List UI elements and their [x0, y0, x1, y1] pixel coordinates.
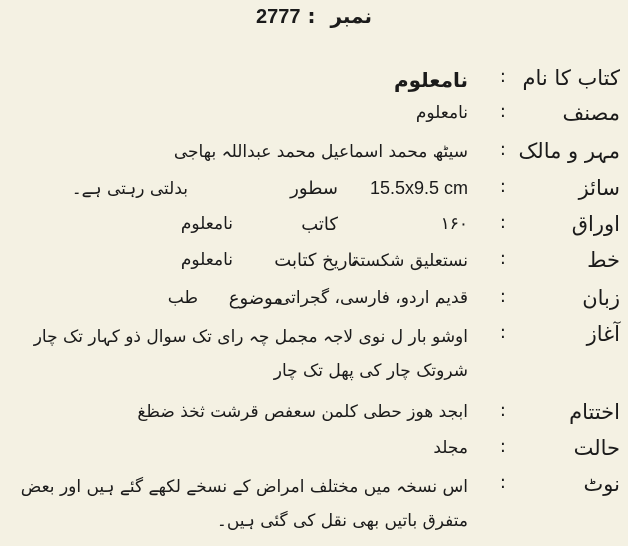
row-script: [0, 248, 628, 282]
condition-label: حالت: [573, 436, 620, 460]
note-label: نوٹ: [583, 472, 620, 496]
scribe-label: کاتب: [301, 214, 338, 235]
scribe-value: نامعلوم: [180, 214, 233, 234]
row-book-name: [0, 66, 628, 100]
pages-colon: :: [499, 212, 506, 233]
beginning-label: آغاز: [586, 322, 620, 346]
seal-owner-label: مہر و مالک: [518, 139, 620, 163]
row-seal-owner: [0, 139, 628, 173]
seal-owner-value: سیٹھ محمد اسماعیل محمد عبداللہ بھاجی: [173, 142, 468, 162]
record-number: 2777: [256, 6, 301, 28]
row-ending: [0, 400, 628, 434]
pages-label: اوراق: [571, 212, 620, 236]
author-colon: :: [499, 101, 506, 122]
record-number-label: نمبر: [330, 4, 372, 28]
author-label: مصنف: [562, 101, 620, 125]
condition-colon: :: [499, 436, 506, 457]
script-value: نستعلیق شکستہ: [350, 251, 468, 271]
ending-value: ابجد ھوز حطی کلمن سعفص قرشت ثخذ ضظغ: [137, 402, 468, 422]
book-name-colon: :: [499, 66, 506, 87]
ending-label: اختتام: [569, 400, 620, 424]
language-value: قدیم اردو، فارسی، گجراتی: [277, 288, 468, 308]
lines-label: سطور: [290, 178, 338, 199]
note-value: اس نسخہ میں مختلف امراض کے نسخے لکھے گئے ہیں اور بعض متفرق باتیں بھی نقل کی گئی ہیں۔: [20, 477, 468, 531]
row-beginning: [0, 322, 628, 392]
copy-date-label: تاریخ کتابت: [274, 250, 358, 271]
size-value: 15.5x9.5 cm: [369, 178, 468, 198]
pages-value: ۱۶۰: [440, 214, 468, 234]
size-colon: :: [499, 176, 506, 197]
row-pages: [0, 212, 628, 246]
language-label: زبان: [582, 286, 620, 310]
beginning-value: اوشو بار ل نوی لاجہ مجمل چہ رای تک سوال ذو کہار تک چار شروتک چار کی پھل تک چار: [33, 327, 468, 381]
row-note: [0, 472, 628, 542]
script-colon: :: [499, 248, 506, 269]
subject-label: موضوع: [228, 288, 283, 309]
header-colon: :: [307, 4, 316, 28]
copy-date-value: نامعلوم: [180, 250, 233, 270]
row-condition: [0, 436, 628, 470]
record-header: [0, 4, 628, 34]
script-label: خط: [587, 248, 620, 272]
row-author: [0, 101, 628, 135]
row-size: [0, 176, 628, 210]
ending-colon: :: [499, 400, 506, 421]
book-name-value: نامعلوم: [393, 68, 468, 92]
lines-value: بدلتی رہتی ہے۔: [71, 179, 188, 199]
row-language: [0, 286, 628, 320]
seal-owner-colon: :: [499, 139, 506, 160]
condition-value: مجلد: [433, 438, 468, 458]
language-colon: :: [499, 286, 506, 307]
subject-value: طب: [167, 288, 198, 308]
beginning-colon: :: [499, 322, 506, 343]
author-value: نامعلوم: [415, 103, 468, 123]
note-colon: :: [499, 472, 506, 493]
book-name-label: کتاب کا نام: [522, 66, 620, 90]
size-label: سائز: [578, 176, 620, 200]
